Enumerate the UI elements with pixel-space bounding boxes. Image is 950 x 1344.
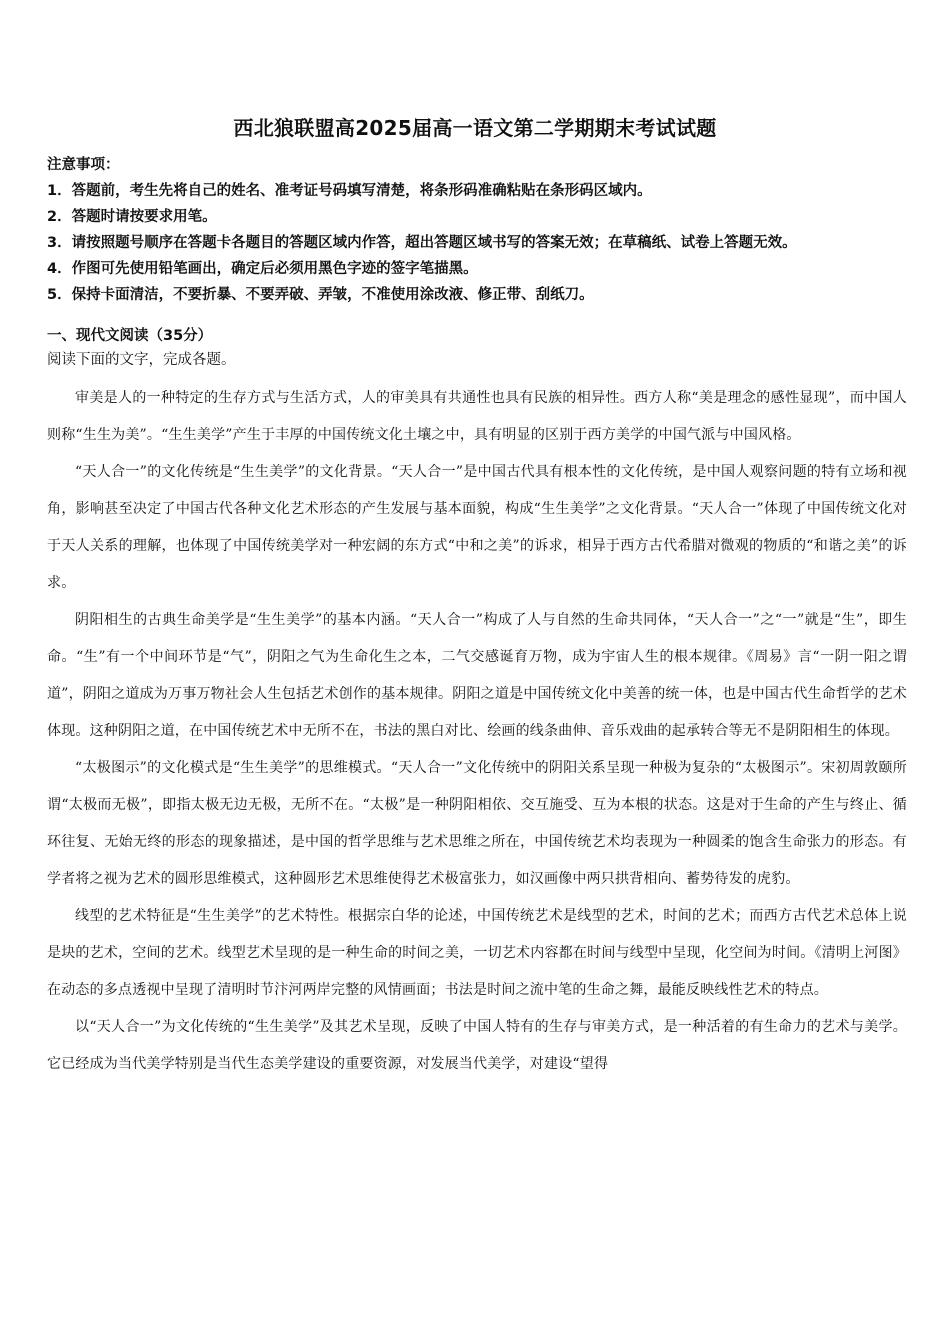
notice-item: 2．答题时请按要求用笔。 (47, 209, 217, 225)
passage-paragraph: 以“天人合一”为文化传统的“生生美学”及其艺术呈现，反映了中国人特有的生存与审美方式，是一种活着的有生命力的艺术与美学。它已经成为当代美学特别是当代生态美学建设的重要资源，对发展当代美学，对建设“望得 (47, 1019, 907, 1072)
section-heading: 一、现代文阅读（35分） (47, 328, 213, 344)
notice-item: 3．请按照题号顺序在答题卡各题目的答题区域内作答，超出答题区域书写的答案无效；在草稿纸、试卷上答题无效。 (47, 235, 797, 251)
passage-paragraph: 审美是人的一种特定的生存方式与生活方式，人的审美具有共通性也具有民族的相异性。西方人称“美是理念的感性显现”，而中国人则称“生生为美”。“生生美学”产生于丰厚的中国传统文化土壤之中，具有明显的区别于西方美学的中国气派与中国风格。 (47, 390, 907, 443)
notice-heading: 注意事项： (47, 157, 120, 173)
notice-item: 1．答题前，考生先将自己的姓名、准考证号码填写清楚，将条形码准确粘贴在条形码区域内。 (47, 183, 652, 199)
passage-paragraph: “太极图示”的文化模式是“生生美学”的思维模式。“天人合一”文化传统中的阴阳关系呈现一种极为复杂的“太极图示”。宋初周敦颐所谓“太极而无极”，即指太极无边无极，无所不在。“太极”是一种阴阳相依、交互施受、互为本根的状态。这是对于生命的产生与终止、循环往复、无始无终的形态的现象描述，是中国的哲学思维与艺术思维之所在，中国传统艺术均表现为一种圆柔的饱含生命张力的形态。有学者将之视为艺术的圆形思维模式，这种圆形艺术思维使得艺术极富张力，如汉画像中两只拱背相向、蓄势待发的虎豹。 (47, 760, 907, 887)
reading-instruction: 阅读下面的文字，完成各题。 (47, 352, 236, 368)
notice-item: 4．作图可先使用铅笔画出，确定后必须用黑色字迹的签字笔描黑。 (47, 261, 478, 277)
notice-item: 5．保持卡面清洁，不要折暴、不要弄破、弄皱，不准使用涂改液、修正带、刮纸刀。 (47, 287, 594, 303)
passage-paragraph: 阴阳相生的古典生命美学是“生生美学”的基本内涵。“天人合一”构成了人与自然的生命共同体，“天人合一”之“一”就是“生”，即生命。“生”有一个中间环节是“气”，阴阳之气为生命化生之本，二气交感诞育万物，成为宇宙人生的根本规律。《周易》言“一阴一阳之谓道”，阴阳之道成为万事万物社会人生包括艺术创作的基本规律。阴阳之道是中国传统文化中美善的统一体，也是中国古代生命哲学的艺术体现。这种阴阳之道，在中国传统艺术中无所不在，书法的黑白对比、绘画的线条曲伸、音乐戏曲的起承转合等无不是阴阳相生的体现。 (47, 612, 907, 739)
notice-block (47, 152, 917, 308)
exam-title: 西北狼联盟高2025届高一语文第二学期期末考试试题 (233, 116, 717, 140)
passage-paragraph: “天人合一”的文化传统是“生生美学”的文化背景。“天人合一”是中国古代具有根本性的文化传统，是中国人观察问题的特有立场和视角，影响甚至决定了中国古代各种文化艺术形态的产生发展与基本面貌，构成“生生美学”之文化背景。“天人合一”体现了中国传统文化对于天人关系的理解，也体现了中国传统美学对一种宏阔的东方式“中和之美”的诉求，相异于西方古代希腊对微观的物质的“和谐之美”的诉求。 (47, 464, 907, 591)
passage-paragraph: 线型的艺术特征是“生生美学”的艺术特性。根据宗白华的论述，中国传统艺术是线型的艺术，时间的艺术；而西方古代艺术总体上说是块的艺术，空间的艺术。线型艺术呈现的是一种生命的时间之美，一切艺术内容都在时间与线型中呈现，化空间为时间。《清明上河图》在动态的多点透视中呈现了清明时节汴河两岸完整的风情画面；书法是时间之流中笔的生命之舞，最能反映线性艺术的特点。 (47, 908, 907, 998)
reading-passage (47, 380, 907, 1083)
